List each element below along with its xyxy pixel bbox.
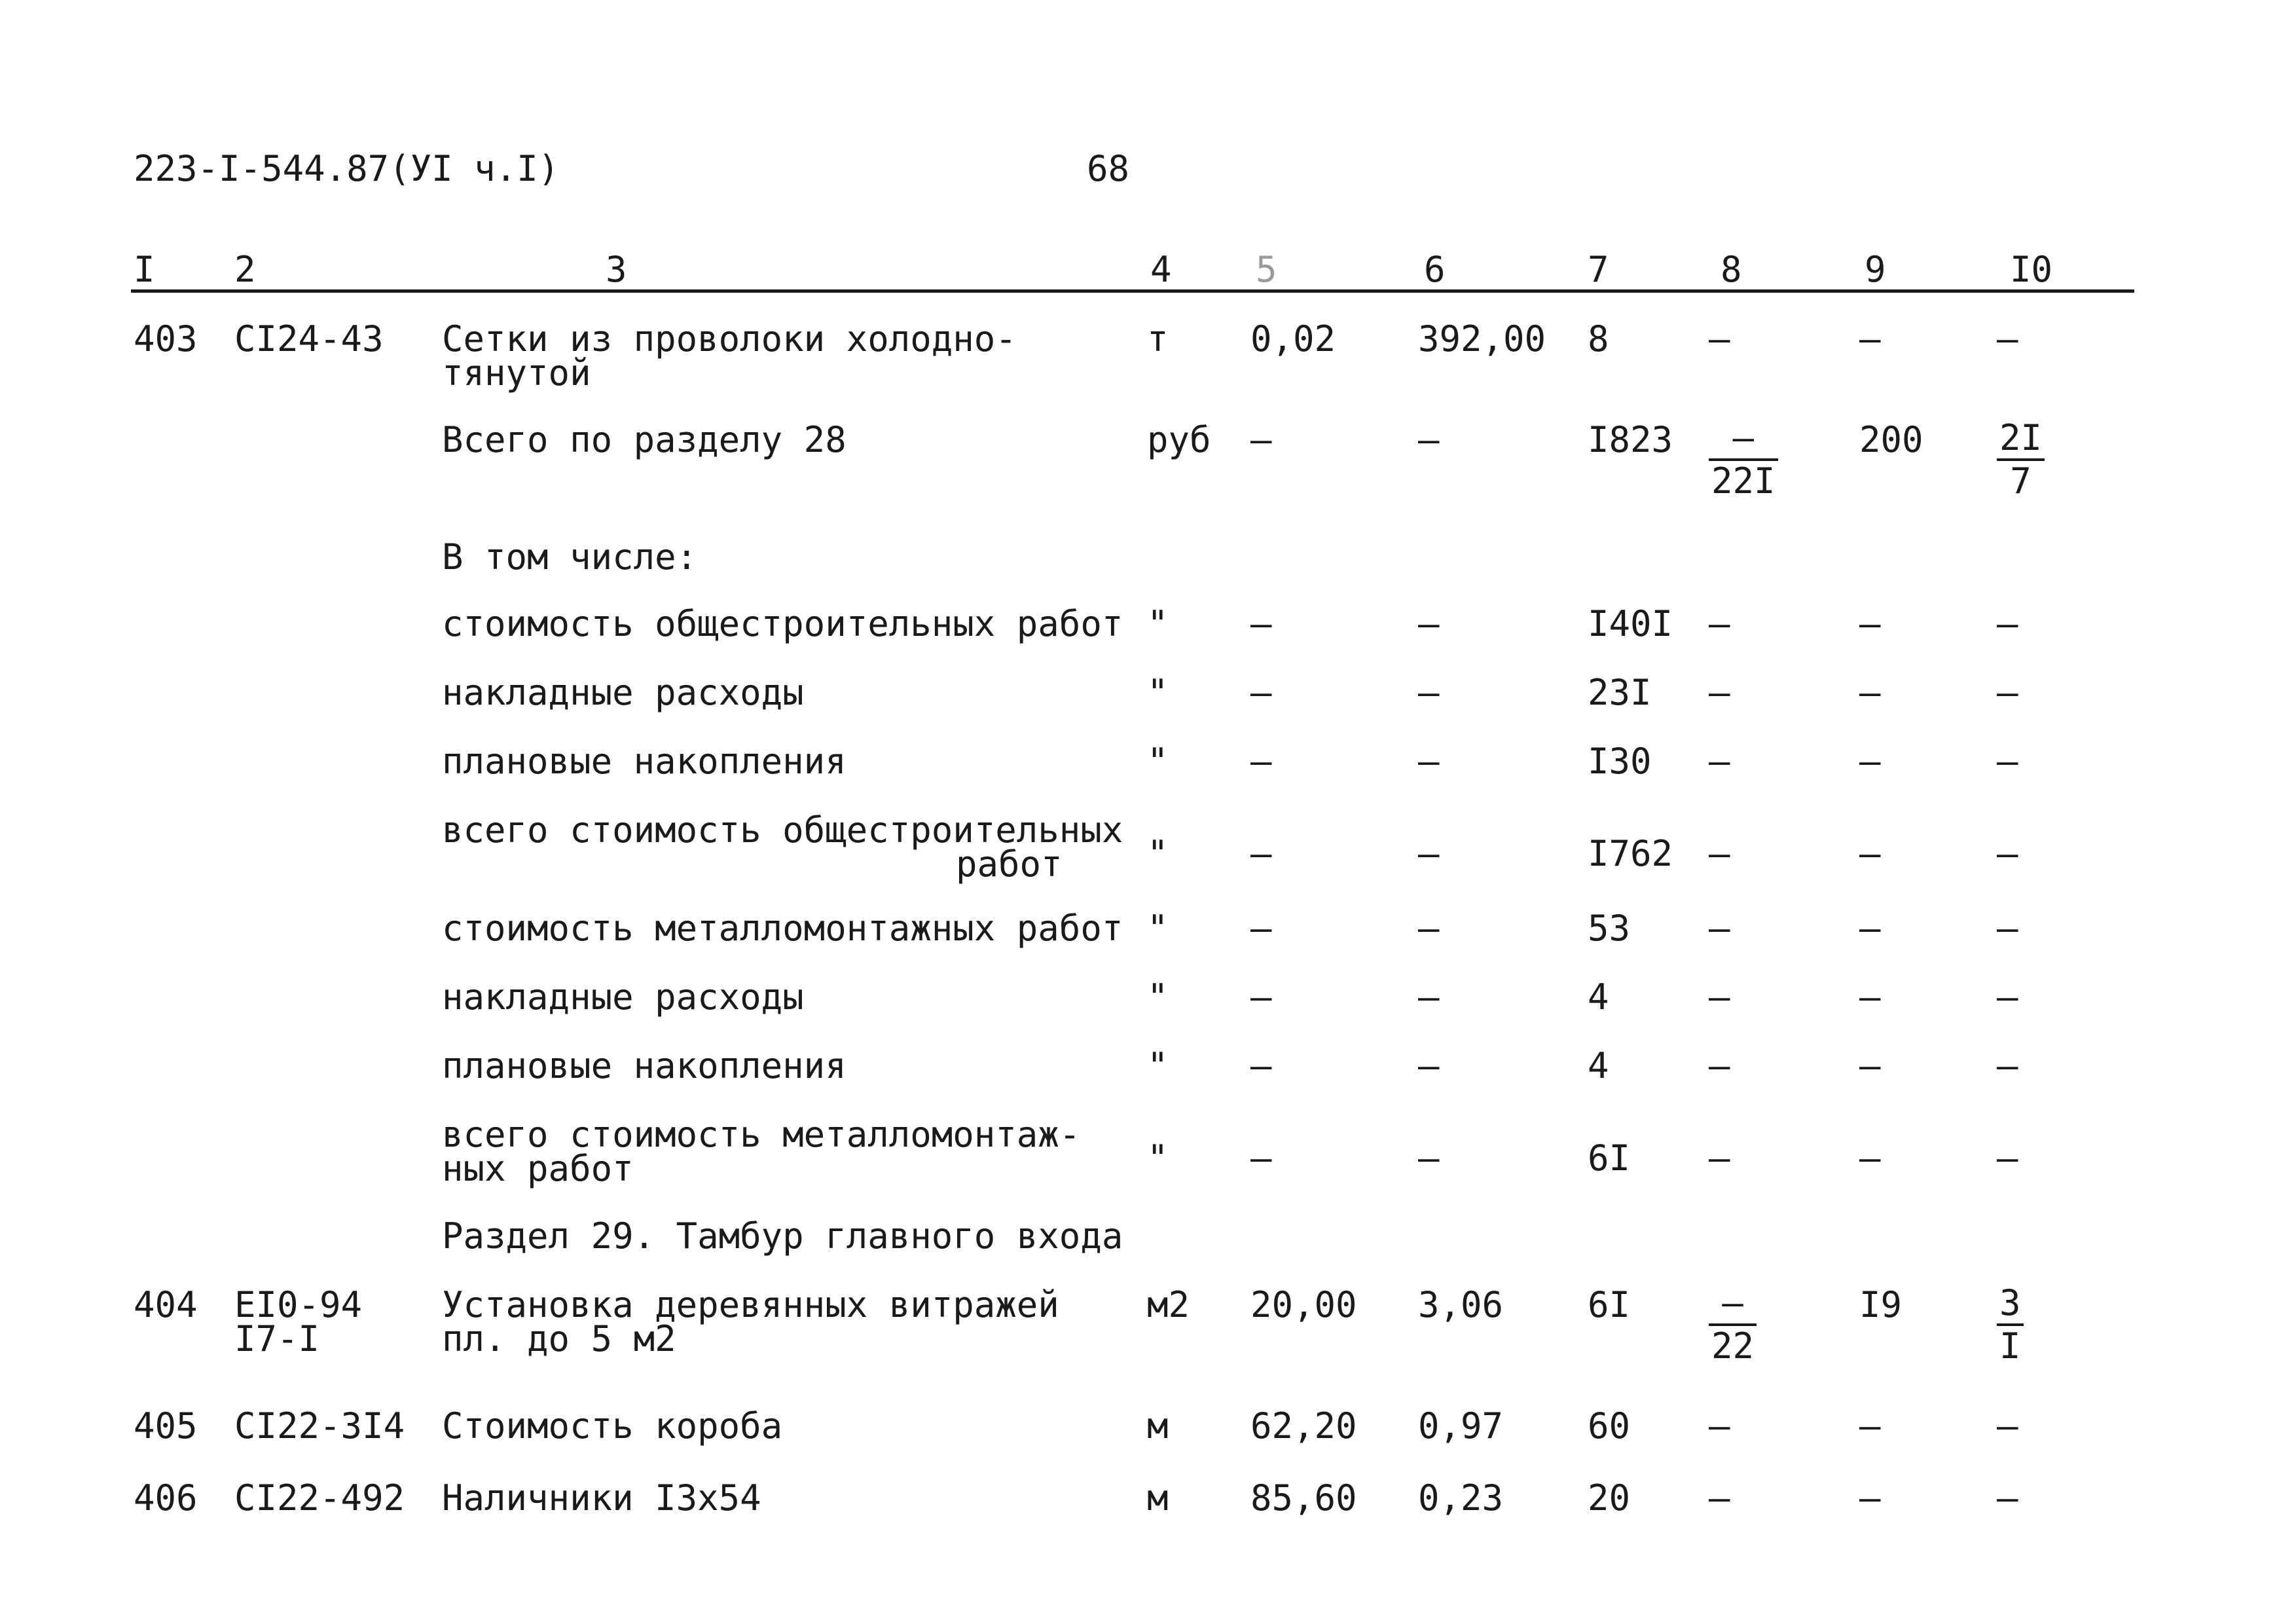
row-13-col9: – — [1859, 1405, 1881, 1447]
row-6-quantity: – — [1250, 833, 1272, 874]
row-6-description: всего стоимость общестроительных — [442, 809, 1123, 851]
row-6-unit: " — [1147, 833, 1169, 874]
row-5-total: I30 — [1588, 741, 1652, 782]
row-8-col8: – — [1709, 976, 1730, 1018]
row-7-unit-price: – — [1418, 908, 1440, 949]
row-8-total: 4 — [1588, 976, 1609, 1018]
row-1-unit: руб — [1147, 419, 1211, 460]
row-5-col8: – — [1709, 741, 1730, 782]
row-10-description: ных работ — [442, 1148, 634, 1189]
row-6-total: I762 — [1588, 833, 1673, 874]
row-0-total: 8 — [1588, 318, 1609, 360]
row-14-col9: – — [1859, 1477, 1881, 1519]
column-header-3: 3 — [606, 249, 627, 290]
row-12-number: 404 — [134, 1284, 198, 1325]
row-0-col10: – — [1997, 318, 2018, 360]
row-12-col9: I9 — [1859, 1284, 1903, 1325]
column-header-5: 5 — [1256, 249, 1277, 290]
row-5-description: плановые накопления — [442, 741, 847, 782]
row-3-quantity: – — [1250, 603, 1272, 644]
column-header-6: 6 — [1424, 249, 1446, 290]
row-1-col8-fraction — [1709, 418, 1778, 502]
row-12-col10-fraction-numerator: 3 — [1997, 1283, 2024, 1326]
row-5-col10: – — [1997, 741, 2018, 782]
row-14-description: Наличники I3x54 — [442, 1477, 761, 1519]
row-12-unit-price: 3,06 — [1418, 1284, 1504, 1325]
row-12-quantity: 20,00 — [1250, 1284, 1357, 1325]
row-13-unit: м — [1147, 1405, 1169, 1447]
row-12-code: EI0-94 — [234, 1284, 363, 1325]
row-6-col9: – — [1859, 833, 1881, 874]
row-3-description: стоимость общестроительных работ — [442, 603, 1123, 644]
row-13-col10: – — [1997, 1405, 2018, 1447]
row-1-description: Всего по разделу 28 — [442, 419, 847, 460]
row-7-col10: – — [1997, 908, 2018, 949]
row-0-description: Сетки из проволоки холодно- — [442, 318, 1017, 360]
row-10-unit-price: – — [1418, 1137, 1440, 1179]
row-1-col8-fraction-denominator: 22I — [1711, 460, 1776, 502]
row-10-quantity: – — [1250, 1137, 1272, 1179]
row-0-code: CI24-43 — [234, 318, 384, 360]
column-header-4: 4 — [1150, 249, 1172, 290]
row-12-col10-fraction-denominator: I — [1999, 1325, 2021, 1367]
row-3-col9: – — [1859, 603, 1881, 644]
row-8-description: накладные расходы — [442, 976, 804, 1018]
row-5-unit: " — [1147, 741, 1169, 782]
row-3-col8: – — [1709, 603, 1730, 644]
row-9-unit: " — [1147, 1045, 1169, 1086]
row-7-col9: – — [1859, 908, 1881, 949]
row-13-unit-price: 0,97 — [1418, 1405, 1504, 1447]
row-1-quantity: – — [1250, 419, 1272, 460]
row-13-quantity: 62,20 — [1250, 1405, 1357, 1447]
row-6-col10: – — [1997, 833, 2018, 874]
row-4-quantity: – — [1250, 672, 1272, 713]
row-14-total: 20 — [1588, 1477, 1631, 1519]
row-9-total: 4 — [1588, 1045, 1609, 1086]
row-12-col10-fraction — [1997, 1283, 2024, 1367]
row-9-unit-price: – — [1418, 1045, 1440, 1086]
row-6-unit-price: – — [1418, 833, 1440, 874]
row-3-unit: " — [1147, 603, 1169, 644]
row-1-col10-fraction — [1997, 418, 2045, 502]
row-14-unit: м — [1147, 1477, 1169, 1519]
row-13-number: 405 — [134, 1405, 198, 1447]
row-0-number: 403 — [134, 318, 198, 360]
row-1-total: I823 — [1588, 419, 1673, 460]
row-5-quantity: – — [1250, 741, 1272, 782]
row-14-col8: – — [1709, 1477, 1730, 1519]
row-5-col9: – — [1859, 741, 1881, 782]
row-8-col9: – — [1859, 976, 1881, 1018]
column-header-1: I — [134, 249, 155, 290]
row-12-col8-fraction-numerator: – — [1709, 1283, 1757, 1326]
row-1-col10-fraction-numerator: 2I — [1997, 418, 2045, 461]
row-4-col8: – — [1709, 672, 1730, 713]
row-10-col10: – — [1997, 1137, 2018, 1179]
row-9-col10: – — [1997, 1045, 2018, 1086]
row-7-unit: " — [1147, 908, 1169, 949]
row-12-description: Установка деревянных витражей — [442, 1284, 1059, 1325]
row-5-unit-price: – — [1418, 741, 1440, 782]
row-14-code: CI22-492 — [234, 1477, 405, 1519]
row-1-col8-fraction-numerator: – — [1709, 418, 1778, 461]
row-4-total: 23I — [1588, 672, 1652, 713]
row-3-unit-price: – — [1418, 603, 1440, 644]
row-14-number: 406 — [134, 1477, 198, 1519]
row-7-description: стоимость металломонтажных работ — [442, 908, 1123, 949]
row-8-quantity: – — [1250, 976, 1272, 1018]
row-9-description: плановые накопления — [442, 1045, 847, 1086]
row-12-total: 6I — [1588, 1284, 1631, 1325]
row-1-col10-fraction-denominator: 7 — [2010, 460, 2032, 502]
row-2-description: В том числе: — [442, 536, 698, 578]
row-1-col9: 200 — [1859, 419, 1923, 460]
row-8-unit: " — [1147, 976, 1169, 1018]
row-10-unit: " — [1147, 1137, 1169, 1179]
row-0-unit-price: 392,00 — [1418, 318, 1546, 360]
column-header-10: I0 — [2010, 249, 2053, 290]
row-12-col8-fraction — [1709, 1283, 1757, 1367]
row-14-quantity: 85,60 — [1250, 1477, 1357, 1519]
column-header-7: 7 — [1588, 249, 1609, 290]
row-12-code: I7-I — [234, 1318, 320, 1359]
row-0-unit: т — [1147, 318, 1169, 360]
row-4-col10: – — [1997, 672, 2018, 713]
row-9-quantity: – — [1250, 1045, 1272, 1086]
row-10-description: всего стоимость металломонтаж- — [442, 1114, 1081, 1155]
row-12-unit: м2 — [1147, 1284, 1190, 1325]
row-12-col8-fraction-denominator: 22 — [1711, 1325, 1755, 1367]
row-12-description: пл. до 5 м2 — [442, 1318, 676, 1359]
row-0-description: тянутой — [442, 352, 591, 394]
row-8-unit-price: – — [1418, 976, 1440, 1018]
row-13-code: CI22-3I4 — [234, 1405, 405, 1447]
page-number: 68 — [1087, 148, 1130, 189]
row-13-col8: – — [1709, 1405, 1730, 1447]
row-6-description: работ — [956, 843, 1063, 885]
row-4-description: накладные расходы — [442, 672, 804, 713]
row-0-col9: – — [1859, 318, 1881, 360]
row-14-col10: – — [1997, 1477, 2018, 1519]
row-14-unit-price: 0,23 — [1418, 1477, 1504, 1519]
row-6-col8: – — [1709, 833, 1730, 874]
document-code: 223-I-544.87(УI ч.I) — [134, 148, 560, 189]
row-11-description: Раздел 29. Тамбур главного входа — [442, 1215, 1123, 1257]
row-3-col10: – — [1997, 603, 2018, 644]
row-13-total: 60 — [1588, 1405, 1631, 1447]
header-underline — [131, 289, 2134, 293]
row-10-total: 6I — [1588, 1137, 1631, 1179]
row-10-col9: – — [1859, 1137, 1881, 1179]
column-header-9: 9 — [1865, 249, 1886, 290]
row-13-description: Стоимость короба — [442, 1405, 783, 1447]
row-9-col8: – — [1709, 1045, 1730, 1086]
row-9-col9: – — [1859, 1045, 1881, 1086]
column-header-8: 8 — [1721, 249, 1742, 290]
row-4-unit-price: – — [1418, 672, 1440, 713]
row-7-col8: – — [1709, 908, 1730, 949]
row-3-total: I40I — [1588, 603, 1673, 644]
row-0-col8: – — [1709, 318, 1730, 360]
row-10-col8: – — [1709, 1137, 1730, 1179]
row-7-quantity: – — [1250, 908, 1272, 949]
row-4-unit: " — [1147, 672, 1169, 713]
row-8-col10: – — [1997, 976, 2018, 1018]
row-4-col9: – — [1859, 672, 1881, 713]
column-header-2: 2 — [234, 249, 256, 290]
row-0-quantity: 0,02 — [1250, 318, 1336, 360]
row-1-unit-price: – — [1418, 419, 1440, 460]
row-7-total: 53 — [1588, 908, 1631, 949]
